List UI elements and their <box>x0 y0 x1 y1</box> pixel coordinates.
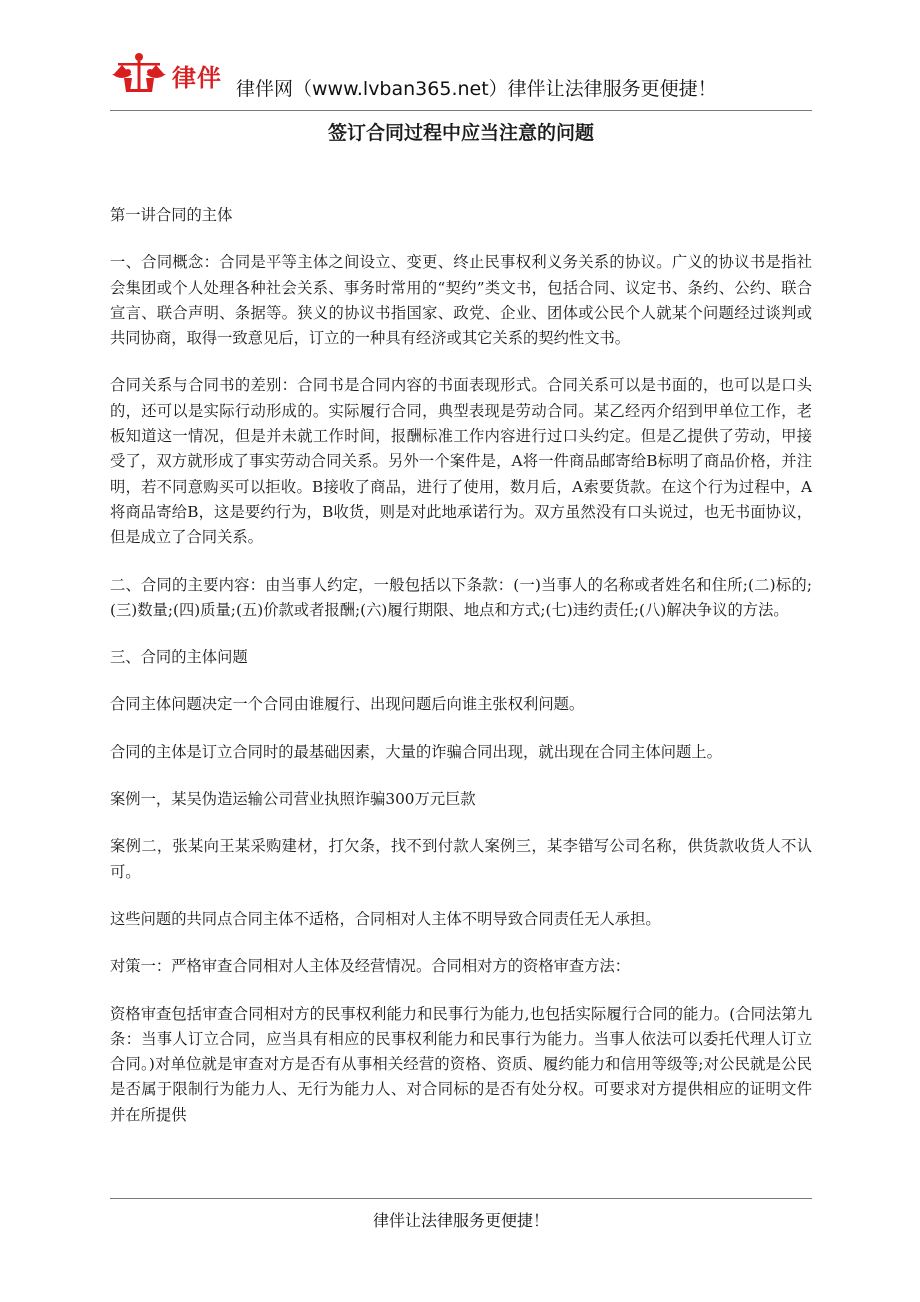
header-slogan: 律伴网（www.lvban365.net）律伴让法律服务更便捷！ <box>236 78 717 100</box>
header-divider <box>110 110 812 111</box>
paragraph: 案例一，某吴伪造运输公司营业执照诈骗300万元巨款 <box>110 790 476 809</box>
paragraph: 资格审查包括审查合同相对方的民事权利能力和民事行为能力,也包括实际履行合同的能力。(合同法第九条：当事人订立合同，应当具有相应的民事权利能力和民事行为能力。当事人依法可以委托代理人订立合同。)对单位就是审查对方是否有从事相关经营的资格、资质、履约能力和信用等级等;对公民就是公民是否属于限制行为能力人、无行为能力人、对合同标的是否有处分权。可要求对方提供相应的证明文件并在所提供 <box>110 1004 812 1124</box>
paragraph: 合同关系与合同书的差别：合同书是合同内容的书面表现形式。合同关系可以是书面的，也可以是口头的，还可以是实际行动形成的。实际履行合同，典型表现是劳动合同。某乙经丙介绍到甲单位工作，老板知道这一情况，但是并未就工作时间，报酬标准工作内容进行过口头约定。但是乙提供了劳动，甲接受了，双方就形成了事实劳动合同关系。另外一个案件是，A将一件商品邮寄给B标明了商品价格，并注明，若不同意购买可以拒收。B接收了商品，进行了使用，数月后，A索要货款。在这个行为过程中，A将商品寄给B，这是要约行为，B收货，则是对此地承诺行为。双方虽然没有口头说过，也无书面协议，但是成立了合同关系。 <box>110 376 812 547</box>
footer-divider <box>110 1198 812 1199</box>
paragraph: 三、合同的主体问题 <box>110 648 248 667</box>
logo-text: 律伴 <box>172 64 222 92</box>
justice-scale-people-icon <box>110 52 168 96</box>
paragraph: 合同主体问题决定一个合同由谁履行、出现问题后向谁主张权利问题。 <box>110 695 585 714</box>
paragraph: 一、合同概念：合同是平等主体之间设立、变更、终止民事权利义务关系的协议。广义的协议书是指社会集团或个人处理各种社会关系、事务时常用的“契约”类文书，包括合同、议定书、条约、公约、联合宣言、联合声明、条据等。狭义的协议书指国家、政党、企业、团体或公民个人就某个问题经过谈判或共同协商，取得一致意见后，订立的一种具有经济或其它关系的契约性文书。 <box>110 253 812 348</box>
document-title: 签订合同过程中应当注意的问题 <box>327 122 594 144</box>
paragraph: 案例二，张某向王某采购建材，打欠条，找不到付款人案例三，某李错写公司名称，供货款收货人不认可。 <box>110 837 812 881</box>
footer-slogan: 律伴让法律服务更便捷！ <box>372 1211 549 1230</box>
document-body <box>110 203 812 1150</box>
lvban-logo <box>110 48 234 98</box>
paragraph: 第一讲合同的主体 <box>110 206 233 224</box>
paragraph: 对策一：严格审查合同相对人主体及经营情况。合同相对方的资格审查方法： <box>110 957 631 976</box>
paragraph: 合同的主体是订立合同时的最基础因素，大量的诈骗合同出现，就出现在合同主体问题上。 <box>110 742 722 761</box>
page-header <box>110 48 812 110</box>
paragraph: 二、合同的主要内容：由当事人约定，一般包括以下条款：(一)当事人的名称或者姓名和住所;(二)标的;(三)数量;(四)质量;(五)价款或者报酬;(六)履行期限、地点和方式;(七)违约责任;(八)解决争议的方法。 <box>110 575 812 619</box>
paragraph: 这些问题的共同点合同主体不适格，合同相对人主体不明导致合同责任无人承担。 <box>110 909 661 928</box>
